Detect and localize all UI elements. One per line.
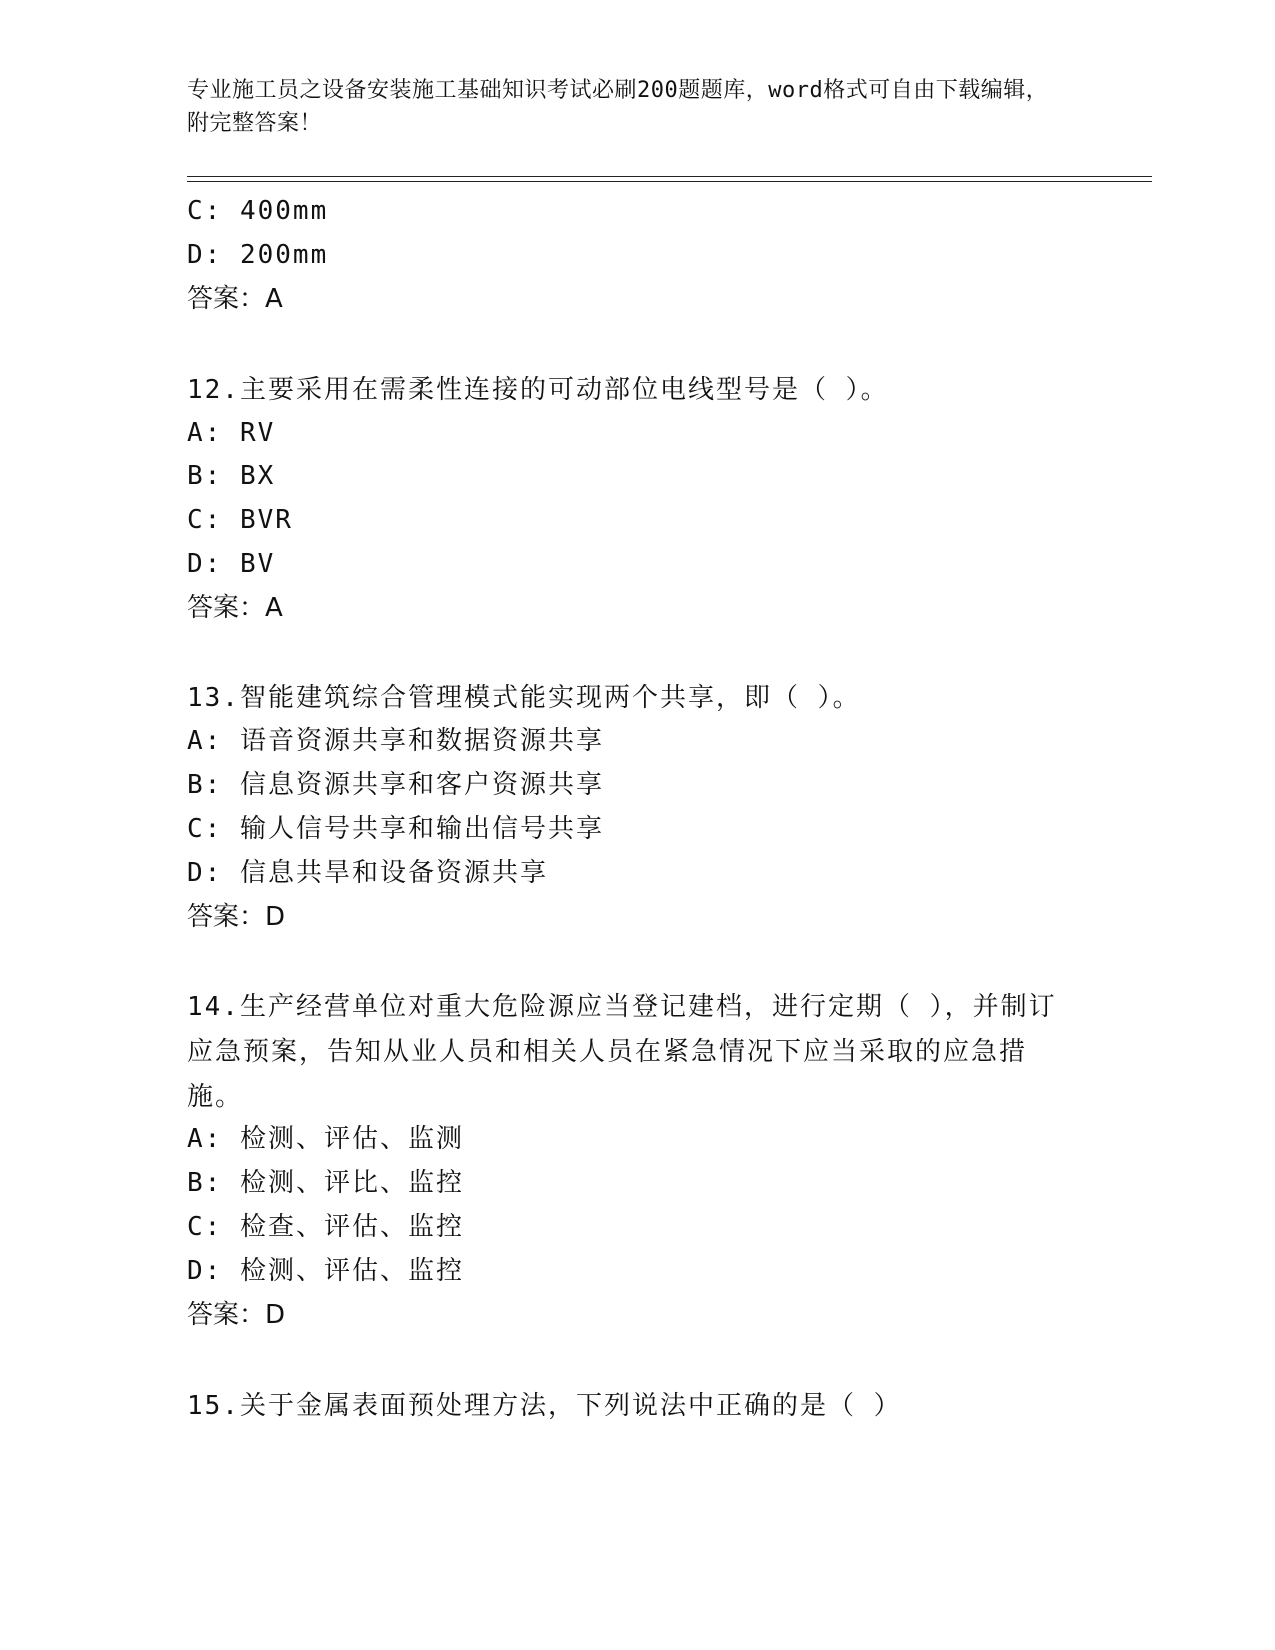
header-divider-bottom: [187, 181, 1152, 182]
answer-line: 答案：D: [187, 902, 286, 932]
option-c: C: 输人信号共享和输出信号共享: [187, 814, 604, 844]
question-14-text: 14.生产经营单位对重大危险源应当登记建档，进行定期（ ），并制订应急预案，告知从业人员和相关人员在紧急情况下应当采取的应急措施。: [187, 992, 1057, 1112]
option-a: A: RV: [187, 418, 276, 448]
option-a: A: 语音资源共享和数据资源共享: [187, 726, 604, 756]
question-15-text: 15.关于金属表面预处理方法，下列说法中正确的是（ ）: [187, 1391, 902, 1421]
header-divider-top: [187, 176, 1152, 177]
option-c: C: BVR: [187, 505, 293, 535]
answer-line: 答案：A: [187, 593, 283, 623]
option-d: D: 200mm: [187, 240, 329, 270]
header-title: 专业施工员之设备安装施工基础知识考试必刷200题题库，word格式可自由下载编辑，附完整答案！: [187, 78, 1049, 136]
option-d: D: BV: [187, 549, 276, 579]
option-c: C: 检查、评估、监控: [187, 1212, 464, 1242]
answer-line: 答案：A: [187, 284, 283, 314]
option-c: C: 400mm: [187, 196, 329, 226]
option-d: D: 信息共旱和设备资源共享: [187, 858, 548, 888]
option-b: B: 检测、评比、监控: [187, 1168, 464, 1198]
option-b: B: 信息资源共享和客户资源共享: [187, 770, 604, 800]
option-a: A: 检测、评估、监测: [187, 1124, 464, 1154]
option-b: B: BX: [187, 461, 276, 491]
option-d: D: 检测、评估、监控: [187, 1256, 464, 1286]
document-header: [187, 74, 1067, 140]
question-13-text: 13.智能建筑综合管理模式能实现两个共享，即（ ）。: [187, 683, 861, 713]
question-12-text: 12.主要采用在需柔性连接的可动部位电线型号是（ ）。: [187, 375, 889, 405]
answer-line: 答案：D: [187, 1300, 286, 1330]
